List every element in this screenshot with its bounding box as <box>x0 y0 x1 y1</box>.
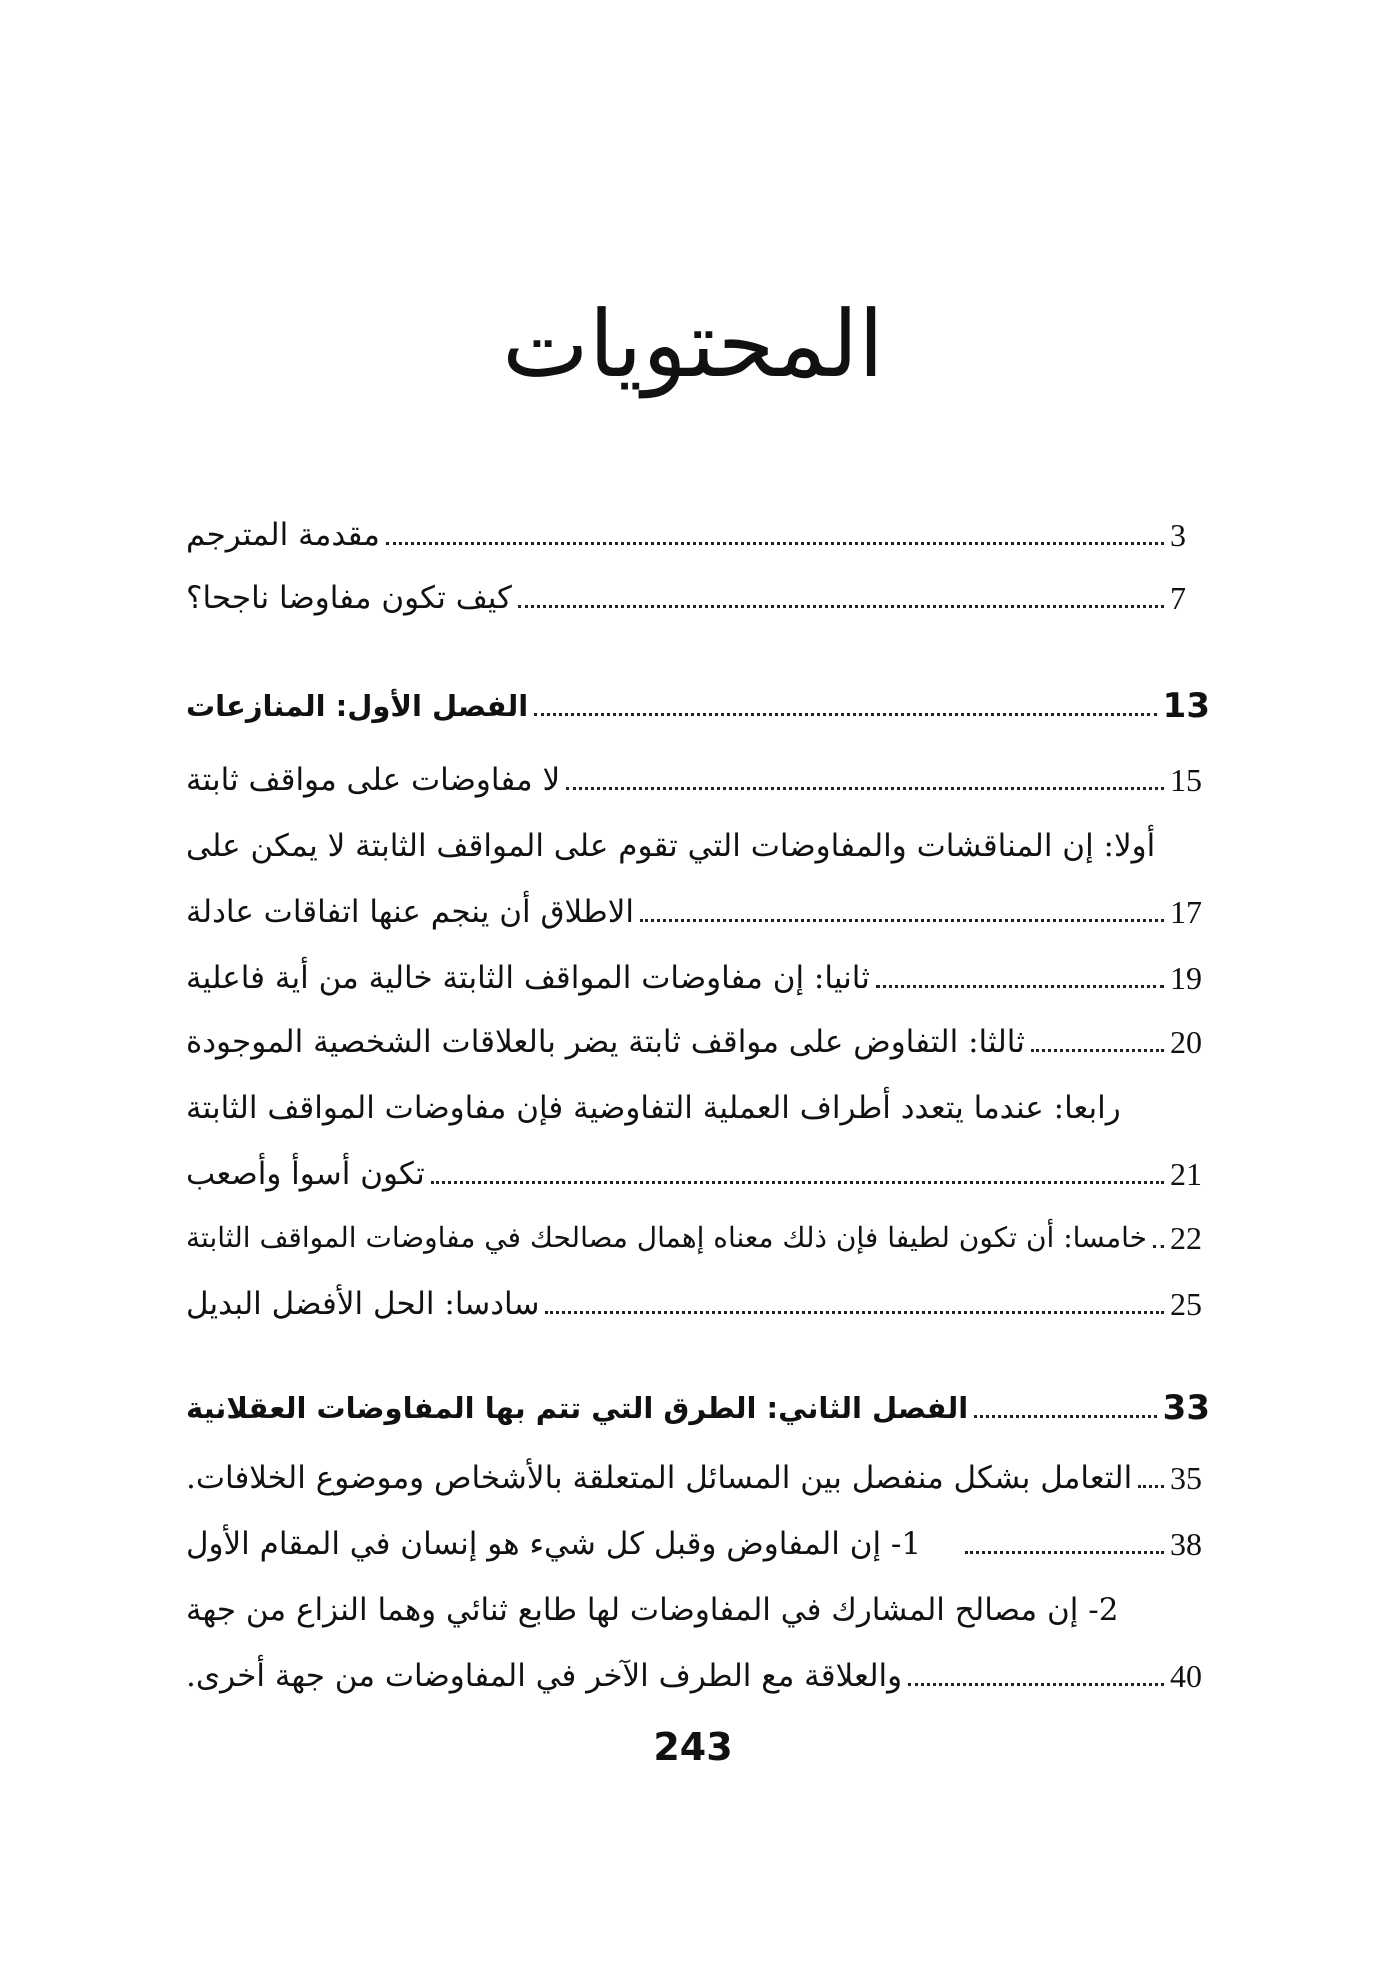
toc-page-number: 21 <box>1170 1156 1202 1192</box>
toc-entry <box>180 560 1210 620</box>
toc-entry-text: خامسا: أن تكون لطيفا فإن ذلك معناه إهمال مصالحك في مفاوضات المواقف الثابتة <box>186 1221 1147 1254</box>
dot-leader <box>908 1682 1164 1686</box>
toc-entry <box>180 940 1210 1000</box>
toc-entry <box>180 808 1210 868</box>
toc-entry-text: التعامل بشكل منفصل بين المسائل المتعلقة بالأشخاص وموضوع الخلافات. <box>186 1460 1133 1496</box>
toc-entry <box>180 1638 1210 1698</box>
toc-entry-text: الفصل الأول: المنازعات <box>186 689 529 723</box>
dot-leader <box>431 1180 1164 1184</box>
toc-page-number: 19 <box>1170 960 1202 996</box>
dot-leader <box>974 1414 1156 1418</box>
toc-page-number: 38 <box>1170 1526 1202 1562</box>
chapter-heading <box>180 1370 1210 1430</box>
toc-page-number: 20 <box>1170 1024 1202 1060</box>
toc-entry <box>180 1070 1210 1130</box>
toc-entry-text: سادسا: الحل الأفضل البديل <box>186 1286 540 1322</box>
dot-leader <box>640 918 1164 922</box>
toc-page-number: 33 <box>1162 1388 1210 1428</box>
toc-entry <box>180 1506 1210 1566</box>
toc-page-number: 7 <box>1170 580 1186 616</box>
dot-leader <box>545 1310 1164 1314</box>
toc-page-number: 17 <box>1170 894 1202 930</box>
toc-page-number: 3 <box>1170 517 1186 553</box>
toc-entry <box>180 1200 1210 1260</box>
toc-entry-text: ثالثا: التفاوض على مواقف ثابتة يضر بالعلاقات الشخصية الموجودة <box>186 1024 1025 1060</box>
toc-entry-text: تكون أسوأ وأصعب <box>186 1156 425 1192</box>
chapter-heading <box>180 668 1210 728</box>
toc-entry <box>180 497 1210 557</box>
toc-entry-text: أولا: إن المناقشات والمفاوضات التي تقوم على المواقف الثابتة لا يمكن على <box>186 828 1156 864</box>
toc-entry-text: الفصل الثاني: الطرق التي تتم بها المفاوضات العقلانية <box>186 1391 969 1425</box>
toc-entry-text: والعلاقة مع الطرف الآخر في المفاوضات من جهة أخرى. <box>186 1658 903 1694</box>
page-number-footer: 243 <box>653 1725 733 1769</box>
dot-leader <box>1153 1244 1164 1248</box>
page-title: المحتويات <box>502 291 884 398</box>
toc-entry-text: 2- إن مصالح المشارك في المفاوضات لها طابع ثنائي وهما النزاع من جهة <box>186 1592 1119 1628</box>
toc-page-number: 35 <box>1170 1460 1202 1496</box>
toc-entry-text: رابعا: عندما يتعدد أطراف العملية التفاوضية فإن مفاوضات المواقف الثابتة <box>186 1090 1121 1126</box>
dot-leader <box>386 541 1164 545</box>
dot-leader <box>1138 1484 1164 1488</box>
dot-leader <box>518 604 1164 608</box>
toc-entry <box>180 742 1210 802</box>
toc-page-number: 25 <box>1170 1286 1202 1322</box>
toc-entry-text: ثانيا: إن مفاوضات المواقف الثابتة خالية من أية فاعلية <box>186 960 870 996</box>
toc-entry-text: الاطلاق أن ينجم عنها اتفاقات عادلة <box>186 894 635 930</box>
dot-leader <box>876 984 1164 988</box>
dot-leader <box>1031 1048 1164 1052</box>
toc-page-number: 40 <box>1170 1658 1202 1694</box>
toc-page-number: 15 <box>1170 762 1202 798</box>
toc-page-number: 13 <box>1162 686 1210 726</box>
toc-entry <box>180 1266 1210 1326</box>
toc-entry <box>180 1136 1210 1196</box>
toc-entry-text: 1- إن المفاوض وقبل كل شيء هو إنسان في المقام الأول <box>186 1526 922 1562</box>
toc-entry <box>180 1572 1210 1632</box>
dot-leader <box>965 1550 1164 1554</box>
toc-entry <box>180 1440 1210 1500</box>
dot-leader <box>534 712 1156 716</box>
toc-entry <box>180 1004 1210 1064</box>
toc-entry-text: لا مفاوضات على مواقف ثابتة <box>186 762 561 798</box>
dot-leader <box>566 786 1164 790</box>
toc-entry-text: كيف تكون مفاوضا ناجحا؟ <box>186 580 512 616</box>
toc-entry-text: مقدمة المترجم <box>186 517 380 553</box>
toc-entry <box>180 874 1210 934</box>
toc-page-number: 22 <box>1170 1220 1202 1256</box>
